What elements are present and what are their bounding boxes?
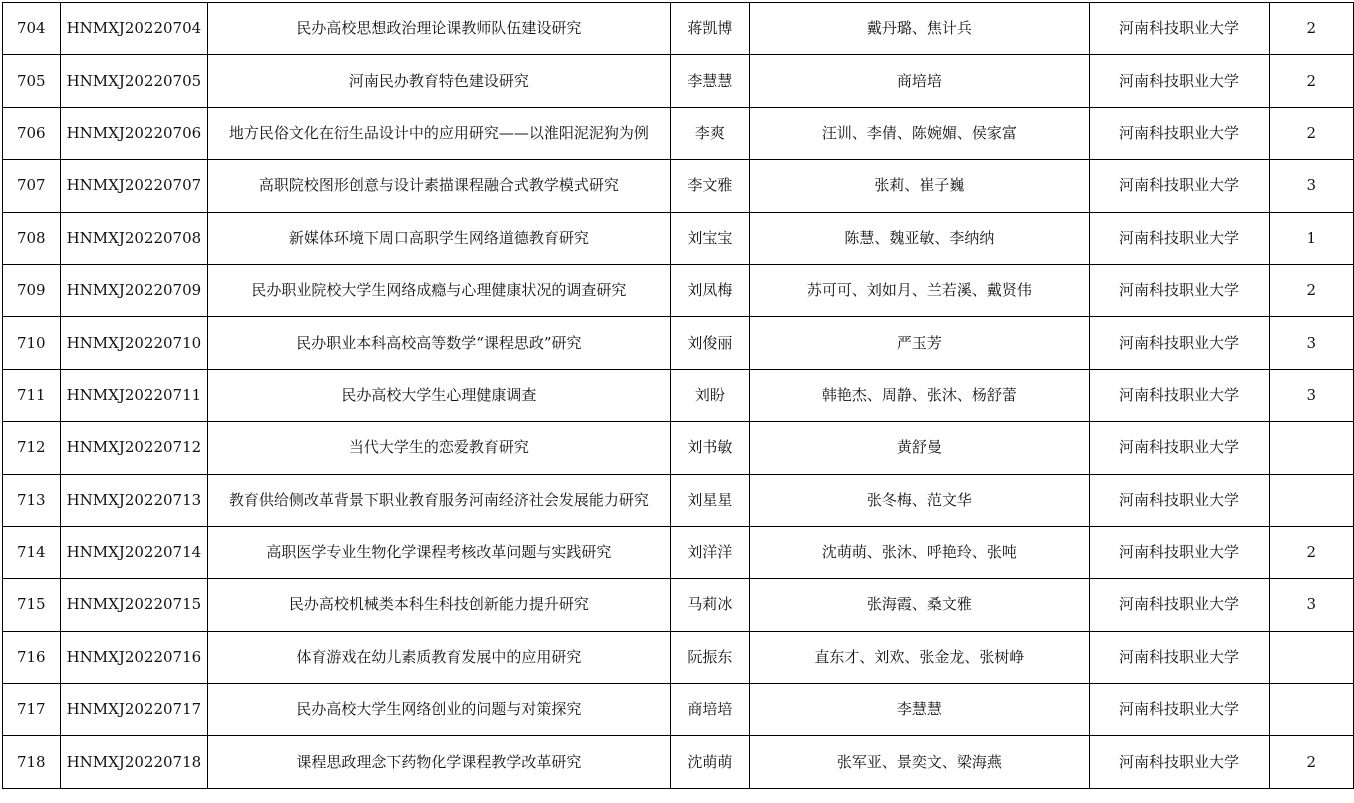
seq-cell: 718 xyxy=(3,736,61,788)
project-code-cell: HNMXJ20220707 xyxy=(60,160,208,212)
grade-cell xyxy=(1269,631,1353,683)
grade-cell xyxy=(1269,474,1353,526)
members-cell: 陈慧、魏亚敏、李纳纳 xyxy=(750,212,1089,264)
project-title-cell: 高职院校图形创意与设计素描课程融合式教学模式研究 xyxy=(208,160,670,212)
project-code-cell: HNMXJ20220716 xyxy=(60,631,208,683)
project-code-cell: HNMXJ20220717 xyxy=(60,684,208,736)
unit-cell: 河南科技职业大学 xyxy=(1089,684,1269,736)
leader-cell: 刘书敏 xyxy=(670,422,750,474)
table-row xyxy=(3,631,1354,683)
grade-cell: 2 xyxy=(1269,3,1353,55)
project-code-cell: HNMXJ20220718 xyxy=(60,736,208,788)
unit-cell: 河南科技职业大学 xyxy=(1089,107,1269,159)
seq-cell: 713 xyxy=(3,474,61,526)
members-cell: 苏可可、刘如月、兰若溪、戴贤伟 xyxy=(750,264,1089,316)
seq-cell: 704 xyxy=(3,3,61,55)
leader-cell: 刘凤梅 xyxy=(670,264,750,316)
project-title-cell: 民办职业院校大学生网络成瘾与心理健康状况的调查研究 xyxy=(208,264,670,316)
project-title-cell: 高职医学专业生物化学课程考核改革问题与实践研究 xyxy=(208,526,670,578)
project-code-cell: HNMXJ20220714 xyxy=(60,526,208,578)
project-title-cell: 民办高校大学生心理健康调查 xyxy=(208,369,670,421)
unit-cell: 河南科技职业大学 xyxy=(1089,369,1269,421)
unit-cell: 河南科技职业大学 xyxy=(1089,474,1269,526)
project-title-cell: 河南民办教育特色建设研究 xyxy=(208,55,670,107)
seq-cell: 711 xyxy=(3,369,61,421)
table-row xyxy=(3,684,1354,736)
project-title-cell: 体育游戏在幼儿素质教育发展中的应用研究 xyxy=(208,631,670,683)
grade-cell: 2 xyxy=(1269,264,1353,316)
leader-cell: 马莉冰 xyxy=(670,579,750,631)
unit-cell: 河南科技职业大学 xyxy=(1089,631,1269,683)
table-row xyxy=(3,264,1354,316)
leader-cell: 刘星星 xyxy=(670,474,750,526)
leader-cell: 沈萌萌 xyxy=(670,736,750,788)
members-cell: 严玉芳 xyxy=(750,317,1089,369)
seq-cell: 712 xyxy=(3,422,61,474)
project-code-cell: HNMXJ20220709 xyxy=(60,264,208,316)
unit-cell: 河南科技职业大学 xyxy=(1089,264,1269,316)
grade-cell xyxy=(1269,684,1353,736)
project-code-cell: HNMXJ20220711 xyxy=(60,369,208,421)
table-row xyxy=(3,474,1354,526)
project-table-body xyxy=(3,3,1354,789)
table-row xyxy=(3,107,1354,159)
table-row xyxy=(3,422,1354,474)
seq-cell: 706 xyxy=(3,107,61,159)
seq-cell: 717 xyxy=(3,684,61,736)
unit-cell: 河南科技职业大学 xyxy=(1089,212,1269,264)
grade-cell: 3 xyxy=(1269,160,1353,212)
leader-cell: 蒋凯博 xyxy=(670,3,750,55)
grade-cell: 3 xyxy=(1269,369,1353,421)
grade-cell: 3 xyxy=(1269,579,1353,631)
seq-cell: 705 xyxy=(3,55,61,107)
members-cell: 张海霞、桑文雅 xyxy=(750,579,1089,631)
grade-cell: 2 xyxy=(1269,107,1353,159)
leader-cell: 李爽 xyxy=(670,107,750,159)
table-row xyxy=(3,317,1354,369)
seq-cell: 714 xyxy=(3,526,61,578)
members-cell: 戴丹璐、焦计兵 xyxy=(750,3,1089,55)
leader-cell: 李慧慧 xyxy=(670,55,750,107)
project-title-cell: 民办高校大学生网络创业的问题与对策探究 xyxy=(208,684,670,736)
members-cell: 直东才、刘欢、张金龙、张树峥 xyxy=(750,631,1089,683)
members-cell: 张军亚、景奕文、梁海燕 xyxy=(750,736,1089,788)
unit-cell: 河南科技职业大学 xyxy=(1089,160,1269,212)
unit-cell: 河南科技职业大学 xyxy=(1089,55,1269,107)
project-code-cell: HNMXJ20220712 xyxy=(60,422,208,474)
project-code-cell: HNMXJ20220706 xyxy=(60,107,208,159)
members-cell: 汪训、李倩、陈婉媚、侯家富 xyxy=(750,107,1089,159)
unit-cell: 河南科技职业大学 xyxy=(1089,3,1269,55)
members-cell: 李慧慧 xyxy=(750,684,1089,736)
project-title-cell: 民办高校思想政治理论课教师队伍建设研究 xyxy=(208,3,670,55)
seq-cell: 709 xyxy=(3,264,61,316)
project-code-cell: HNMXJ20220705 xyxy=(60,55,208,107)
leader-cell: 李文雅 xyxy=(670,160,750,212)
grade-cell: 2 xyxy=(1269,55,1353,107)
members-cell: 黄舒曼 xyxy=(750,422,1089,474)
leader-cell: 刘俊丽 xyxy=(670,317,750,369)
grade-cell: 2 xyxy=(1269,526,1353,578)
members-cell: 沈萌萌、张沐、呼艳玲、张吨 xyxy=(750,526,1089,578)
leader-cell: 刘宝宝 xyxy=(670,212,750,264)
project-title-cell: 地方民俗文化在衍生品设计中的应用研究——以淮阳泥泥狗为例 xyxy=(208,107,670,159)
grade-cell: 2 xyxy=(1269,736,1353,788)
table-row xyxy=(3,212,1354,264)
unit-cell: 河南科技职业大学 xyxy=(1089,736,1269,788)
project-code-cell: HNMXJ20220708 xyxy=(60,212,208,264)
project-code-cell: HNMXJ20220710 xyxy=(60,317,208,369)
project-title-cell: 民办职业本科高校高等数学“课程思政”研究 xyxy=(208,317,670,369)
grade-cell: 3 xyxy=(1269,317,1353,369)
table-row xyxy=(3,736,1354,788)
leader-cell: 阮振东 xyxy=(670,631,750,683)
seq-cell: 707 xyxy=(3,160,61,212)
table-row xyxy=(3,369,1354,421)
project-title-cell: 新媒体环境下周口高职学生网络道德教育研究 xyxy=(208,212,670,264)
table-row xyxy=(3,579,1354,631)
seq-cell: 708 xyxy=(3,212,61,264)
leader-cell: 刘洋洋 xyxy=(670,526,750,578)
table-row xyxy=(3,526,1354,578)
unit-cell: 河南科技职业大学 xyxy=(1089,579,1269,631)
members-cell: 商培培 xyxy=(750,55,1089,107)
leader-cell: 刘盼 xyxy=(670,369,750,421)
project-title-cell: 民办高校机械类本科生科技创新能力提升研究 xyxy=(208,579,670,631)
seq-cell: 715 xyxy=(3,579,61,631)
project-title-cell: 课程思政理念下药物化学课程教学改革研究 xyxy=(208,736,670,788)
project-code-cell: HNMXJ20220713 xyxy=(60,474,208,526)
project-title-cell: 当代大学生的恋爱教育研究 xyxy=(208,422,670,474)
unit-cell: 河南科技职业大学 xyxy=(1089,422,1269,474)
table-row xyxy=(3,3,1354,55)
seq-cell: 710 xyxy=(3,317,61,369)
grade-cell: 1 xyxy=(1269,212,1353,264)
table-row xyxy=(3,160,1354,212)
unit-cell: 河南科技职业大学 xyxy=(1089,317,1269,369)
project-code-cell: HNMXJ20220704 xyxy=(60,3,208,55)
unit-cell: 河南科技职业大学 xyxy=(1089,526,1269,578)
leader-cell: 商培培 xyxy=(670,684,750,736)
members-cell: 张莉、崔子巍 xyxy=(750,160,1089,212)
grade-cell xyxy=(1269,422,1353,474)
members-cell: 韩艳杰、周静、张沐、杨舒蕾 xyxy=(750,369,1089,421)
members-cell: 张冬梅、范文华 xyxy=(750,474,1089,526)
table-row xyxy=(3,55,1354,107)
project-code-cell: HNMXJ20220715 xyxy=(60,579,208,631)
project-table xyxy=(2,2,1354,789)
seq-cell: 716 xyxy=(3,631,61,683)
project-title-cell: 教育供给侧改革背景下职业教育服务河南经济社会发展能力研究 xyxy=(208,474,670,526)
